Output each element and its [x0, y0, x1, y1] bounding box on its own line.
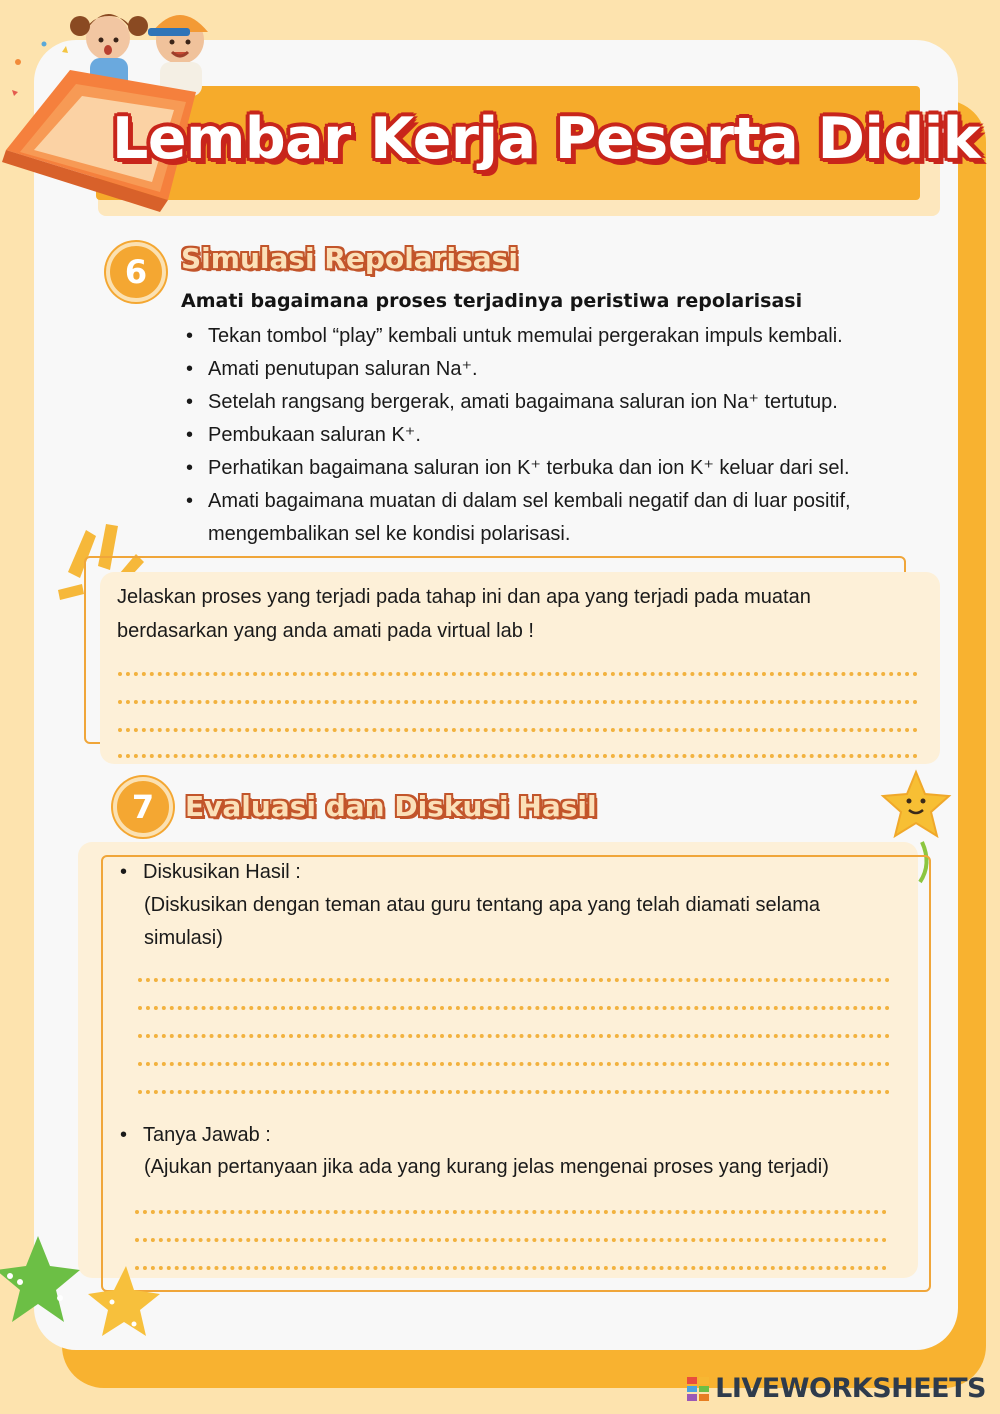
- step-item: • Amati bagaimana muatan di dalam sel kembali negatif dan di luar positif, mengembalikan sel ke kondisi polarisasi.: [184, 485, 944, 551]
- section-6-title: Simulasi Repolarisasi: [181, 242, 518, 275]
- step-item: • Tekan tombol “play” kembali untuk memulai pergerakan impuls kembali.: [184, 320, 944, 353]
- stars-icon: [0, 1230, 170, 1350]
- section-7-number: 7: [113, 777, 173, 837]
- answer-line[interactable]: [138, 1062, 890, 1066]
- logo-blocks-icon: [687, 1377, 709, 1401]
- qa-note: (Ajukan pertanyaan jika ada yang kurang jelas mengenai proses yang terjadi): [144, 1156, 829, 1178]
- answer-line[interactable]: [118, 754, 918, 758]
- qa-label: Tanya Jawab :: [143, 1124, 271, 1146]
- answer-line[interactable]: [138, 1090, 890, 1094]
- discuss-note: (Diskusikan dengan teman atau guru tentang apa yang telah diamati selama simulasi): [144, 894, 820, 949]
- answer-line[interactable]: [135, 1210, 887, 1214]
- answer-line[interactable]: [135, 1238, 887, 1242]
- section-6-steps: [184, 320, 944, 551]
- step-item: • Pembukaan saluran K⁺.: [184, 419, 944, 452]
- step-item: • Amati penutupan saluran Na⁺.: [184, 353, 944, 386]
- step-item: • Setelah rangsang bergerak, amati bagaimana saluran ion Na⁺ tertutup.: [184, 386, 944, 419]
- section-6-question: Jelaskan proses yang terjadi pada tahap ini dan apa yang terjadi pada muatan berdasarkan yang anda amati pada virtual lab !: [117, 586, 811, 642]
- answer-line[interactable]: [118, 728, 918, 732]
- qa-bullet: •: [120, 1124, 128, 1146]
- discuss-label: Diskusikan Hasil :: [143, 861, 301, 883]
- answer-line[interactable]: [135, 1266, 887, 1270]
- brand-text: LIVEWORKSHEETS: [715, 1373, 986, 1404]
- answer-line[interactable]: [118, 700, 918, 704]
- answer-line[interactable]: [118, 672, 918, 676]
- discuss-bullet: •: [120, 861, 128, 883]
- section-6-number: 6: [106, 242, 166, 302]
- section-6-instruction: Amati bagaimana proses terjadinya peristiwa repolarisasi: [181, 290, 803, 312]
- liveworksheets-logo: [687, 1373, 986, 1404]
- section-7-title: Evaluasi dan Diskusi Hasil: [185, 790, 597, 823]
- answer-line[interactable]: [138, 1006, 890, 1010]
- step-item: • Perhatikan bagaimana saluran ion K⁺ terbuka dan ion K⁺ keluar dari sel.: [184, 452, 944, 485]
- answer-line[interactable]: [138, 978, 890, 982]
- answer-line[interactable]: [138, 1034, 890, 1038]
- boy-icon: [148, 15, 208, 96]
- page-title: Lembar Kerja Peserta Didik: [112, 106, 981, 172]
